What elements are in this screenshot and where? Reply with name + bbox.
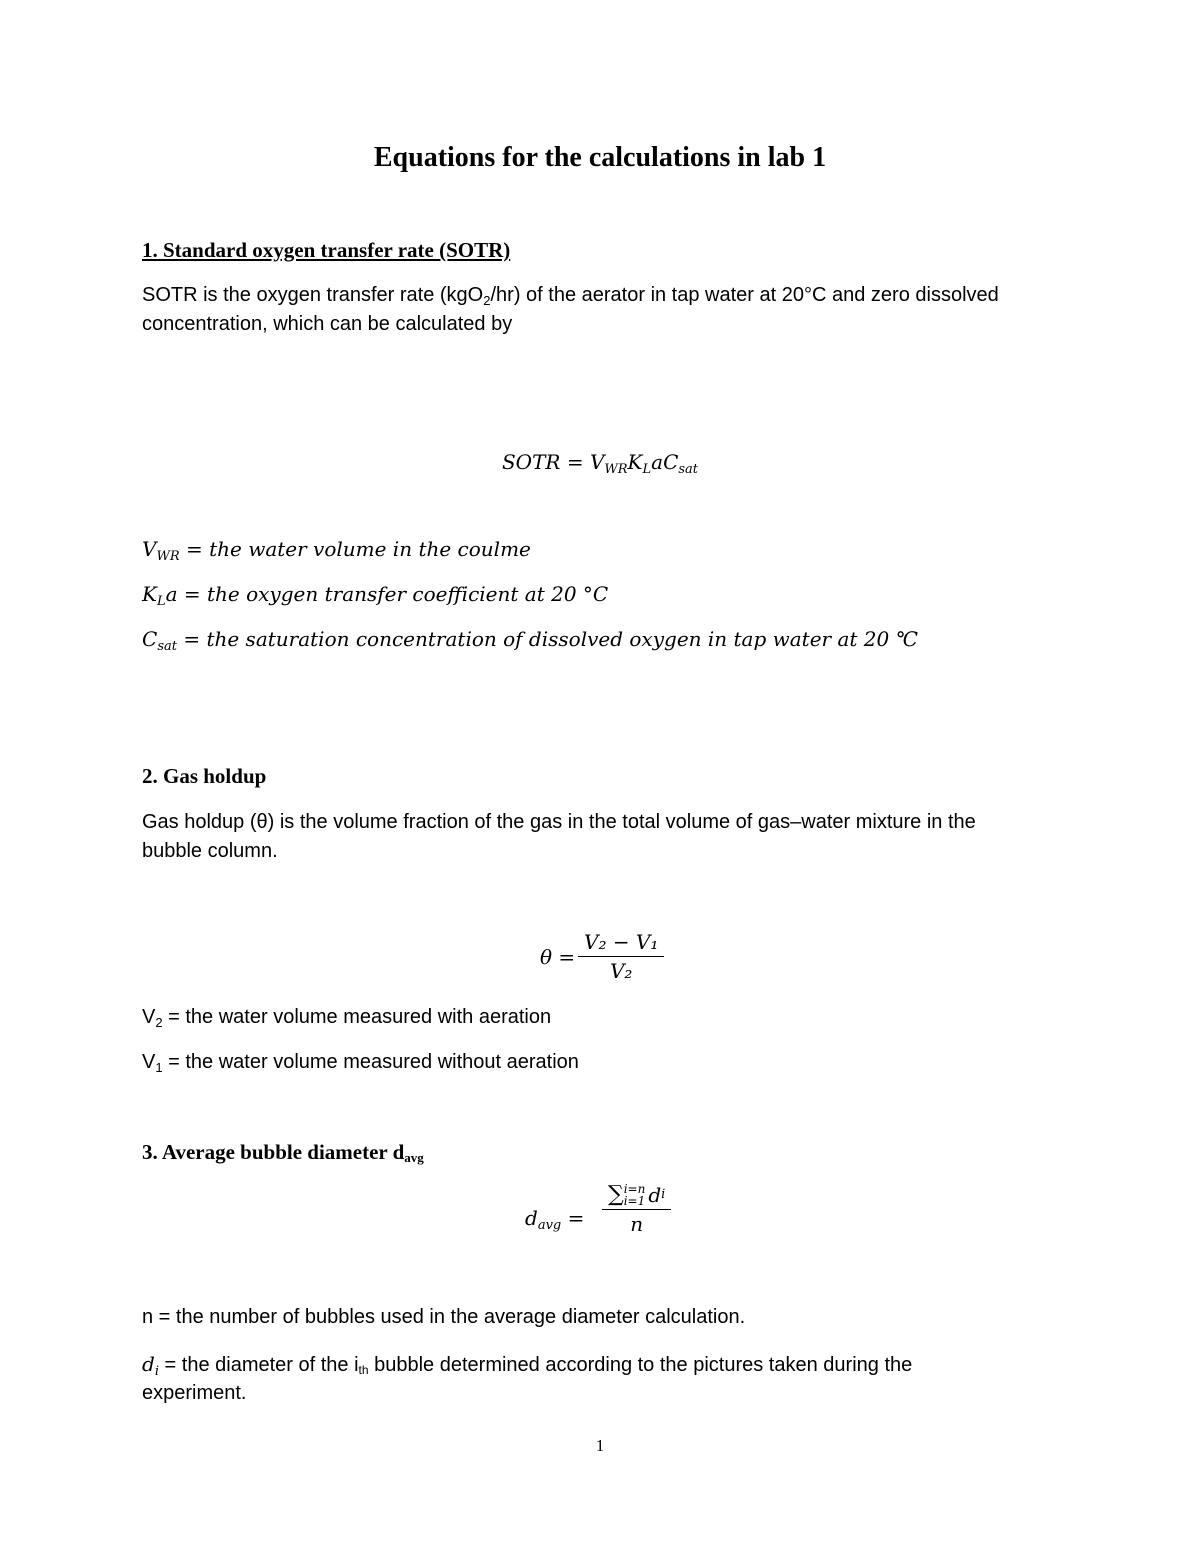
section-1-paragraph-line-2: concentration, which can be calculated by — [142, 313, 513, 335]
avg-diameter-numerator: ∑ i=n i=1 d i — [608, 1182, 666, 1208]
gas-holdup-fraction — [578, 928, 664, 985]
avg-diameter-definition-di: $d_i$ = the diameter of the $i_{th}$ bubble determined according to the pictures taken during the — [142, 1352, 913, 1379]
summation-sign: ∑ — [608, 1182, 624, 1207]
avg-diameter-fraction — [602, 1180, 671, 1238]
avg-diameter-definition-n: n = the number of bubbles used in the average diameter calculation. — [142, 1306, 746, 1328]
page-number: 1 — [595, 1436, 605, 1455]
section-1-paragraph-line-1: SOTR is the oxygen transfer rate (kgO$_2$/hr) of the aerator in tap water at 20°C and zero dissolved — [142, 284, 999, 308]
gas-holdup-definition-v1: $V_1$ = the water volume measured without aeration — [142, 1051, 579, 1075]
sotr-definition-vwr: $V_{WR}$ = the water volume in the coulme — [142, 537, 531, 564]
gas-holdup-lhs: θ = — [540, 945, 576, 969]
section-2-heading: 2. Gas holdup — [142, 764, 267, 788]
document-title: Equations for the calculations in lab 1 — [373, 142, 827, 173]
sotr-equation: SOTR = $V_{WR}K_LaC_{sat}$ — [501, 450, 699, 477]
section-1-heading: 1. Standard oxygen transfer rate (SOTR) — [142, 238, 511, 262]
gas-holdup-numerator: V₂ − V₁ — [584, 930, 659, 954]
avg-diameter-denominator: n — [630, 1212, 644, 1237]
avg-diameter-definition-di-line-2: experiment. — [142, 1382, 247, 1404]
section-2-paragraph-line-2: bubble column. — [142, 840, 278, 862]
section-2-paragraph-line-1: Gas holdup (θ) is the volume fraction of the gas in the total volume of gas–water mixture in the — [142, 811, 976, 833]
section-3-heading: 3. Average bubble diameter $d_{avg}$ — [142, 1140, 424, 1165]
sotr-definition-kla: $K_La$ = the oxygen transfer coefficient at 20 °C — [142, 582, 609, 609]
sotr-definition-csat: $C_{sat}$ = the saturation concentration of dissolved oxygen in tap water at 20 ℃ — [142, 627, 918, 654]
gas-holdup-definition-v2: $V_2$ = the water volume measured with aeration — [142, 1006, 552, 1030]
avg-diameter-lhs: $d_{avg}$ = — [525, 1206, 585, 1233]
summation-limits: i=n i=1 — [623, 1182, 646, 1208]
gas-holdup-denominator: V₂ — [609, 959, 633, 984]
